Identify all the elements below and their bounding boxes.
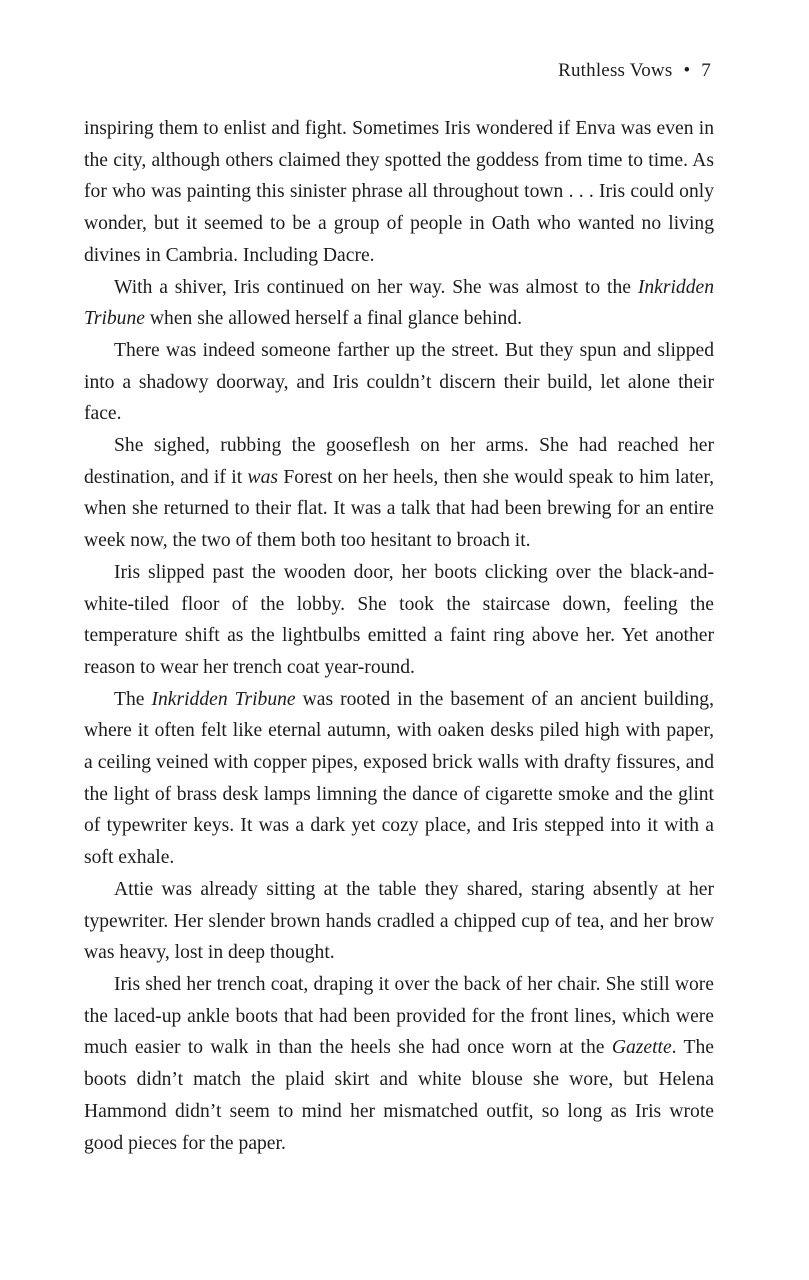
text-run: Attie was already sitting at the table they shared, staring absently at her typewriter. Her slender brown hands cradled a chipped cup of tea, and her brow was heavy, lost in deep thought. <box>84 878 714 964</box>
header-separator: • <box>683 60 691 81</box>
text-run: Forest on her heels, then she would speak to him later, when she returned to their flat. It was a talk that had been brewing for an entire week now, the two of them both too hesitant to broach it. <box>84 466 714 552</box>
italic-title: Inkridden Tribune <box>151 688 296 710</box>
text-run: inspiring them to enlist and fight. Sometimes Iris wondered if Enva was even in the city, although others claimed they spotted the goddess from time to time. As for who was painting this sinister phrase all throughout town . . . Iris could only wonder, but it seemed to be a group of people in Oath who wanted no living divines in Cambria. Including Dacre. <box>84 118 714 266</box>
italic-title: Gazette <box>611 1037 672 1059</box>
paragraph <box>84 557 714 684</box>
paragraph <box>84 969 714 1159</box>
paragraph <box>84 335 714 430</box>
paragraph <box>84 684 714 874</box>
text-run: Iris slipped past the wooden door, her boots clicking over the black-and-white-tiled floor of the lobby. She took the staircase down, feeling the temperature shift as the lightbulbs emitted a faint ring above her. Yet another reason to wear her trench coat year-round. <box>84 561 714 678</box>
text-run: was rooted in the basement of an ancient building, where it often felt like eternal autumn, with oaken desks piled high with paper, a ceiling veined with copper pipes, exposed brick walls with drafty fissures, and the light of brass desk lamps limning the dance of cigarette smoke and the glint of typewriter keys. It was a dark yet cozy place, and Iris stepped into it with a soft exhale. <box>84 688 714 869</box>
text-run: . The boots didn’t match the plaid skirt and white blouse she wore, but Helena Hammond didn’t seem to mind her mismatched outfit, so long as Iris wrote good pieces for the paper. <box>84 1037 714 1154</box>
text-run: The <box>114 688 152 710</box>
text-run: With a shiver, Iris continued on her way. She was almost to the <box>114 276 638 298</box>
paragraph <box>84 272 714 335</box>
running-header <box>558 60 711 82</box>
paragraph <box>84 113 714 272</box>
book-title: Ruthless Vows <box>558 60 673 81</box>
text-run: She sighed, rubbing the gooseflesh on her arms. She had reached her destination, and if it <box>84 435 714 488</box>
text-run: when she allowed herself a final glance behind. <box>144 308 523 330</box>
text-run: Iris shed her trench coat, draping it over the back of her chair. She still wore the laced-up ankle boots that had been provided for the front lines, which were much easier to walk in than the heels she had once worn at the <box>84 973 714 1059</box>
italic-title: Inkridden Tribune <box>84 276 714 330</box>
body-text <box>84 113 714 1159</box>
italic-emphasis: was <box>247 466 279 488</box>
paragraph <box>84 430 714 557</box>
page-number: 7 <box>701 60 711 81</box>
paragraph <box>84 874 714 969</box>
text-run: There was indeed someone farther up the street. But they spun and slipped into a shadowy doorway, and Iris couldn’t discern their build, let alone their face. <box>84 339 714 425</box>
